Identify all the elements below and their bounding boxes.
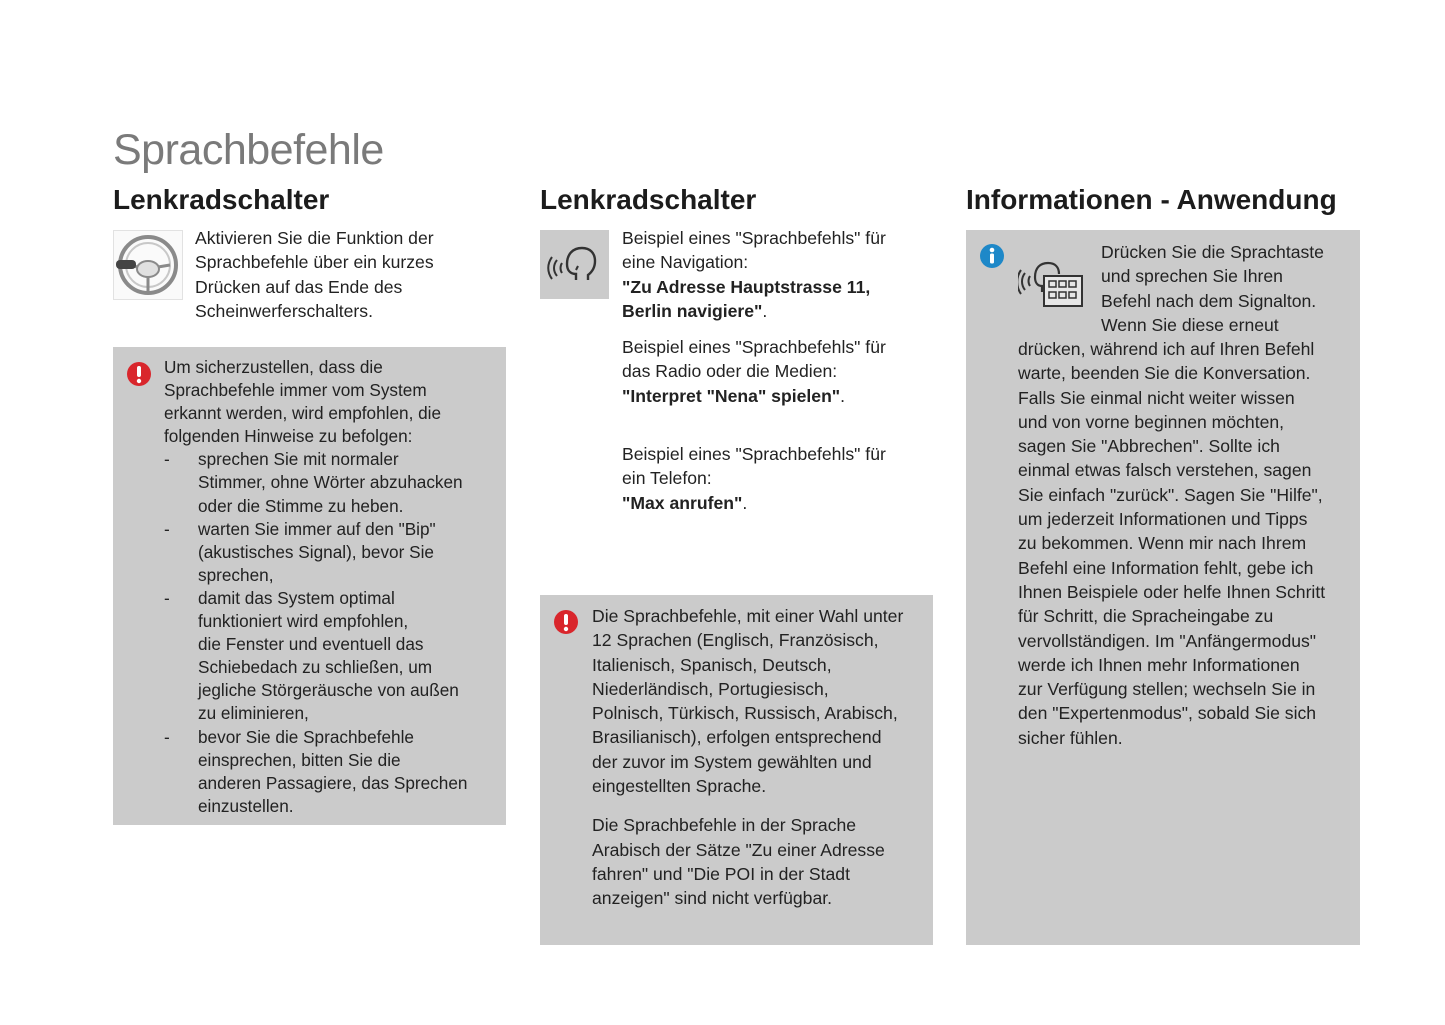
text-line: (akustisches Signal), bevor Sie xyxy=(198,541,434,562)
punctuation: . xyxy=(742,492,748,513)
col1-warning-text xyxy=(164,356,499,818)
col1-warning-panel xyxy=(113,347,506,825)
command-text: "Interpret "Nena" spielen" xyxy=(622,385,841,406)
page-title: Sprachbefehle xyxy=(113,126,384,174)
text-line: Wenn Sie diese erneut xyxy=(1101,314,1279,335)
text-line: einsprechen, bitten Sie die xyxy=(198,749,401,770)
col1-intro xyxy=(195,226,495,323)
text-line: Drücken auf das Ende des xyxy=(195,276,403,297)
text-line: Polnisch, Türkisch, Russisch, Arabisch, xyxy=(592,703,898,724)
text-line: Arabisch der Sätze "Zu einer Adresse xyxy=(592,839,885,860)
list-item xyxy=(164,448,499,517)
text-line: Italienisch, Spanisch, Deutsch, xyxy=(592,654,832,675)
list-item xyxy=(164,518,499,587)
text-line: - sprechen Sie mit normaler xyxy=(198,449,399,470)
info-icon xyxy=(979,243,1005,274)
text-line: sagen Sie "Abbrechen". Sollte ich xyxy=(1018,436,1280,457)
voice-command-icon xyxy=(540,230,609,299)
command-text: "Max anrufen" xyxy=(622,492,743,513)
text-line: zu eliminieren, xyxy=(198,703,309,724)
command-text: Berlin navigiere" xyxy=(622,300,763,321)
steering-wheel-icon xyxy=(113,230,183,300)
command-text: "Zu Adresse Hauptstrasse 11, xyxy=(622,276,871,297)
text-line: vervollständigen. Im "Anfängermodus" xyxy=(1018,630,1317,651)
text-line: einzustellen. xyxy=(198,795,294,816)
text-line: funktioniert wird empfohlen, xyxy=(198,611,409,632)
text-line: sprechen, xyxy=(198,564,274,585)
text-line: Niederländisch, Portugiesisch, xyxy=(592,678,829,699)
text-line: - warten Sie immer auf den "Bip" xyxy=(198,518,436,539)
text-line: erkannt werden, wird empfohlen, die xyxy=(164,403,442,424)
col1-heading: Lenkradschalter xyxy=(113,184,330,215)
text-line: oder die Stimme zu heben. xyxy=(198,495,404,516)
col2-example-phone xyxy=(622,442,927,515)
col2-example-nav xyxy=(622,226,927,323)
text-line: zu bekommen. Wenn mir nach Ihrem xyxy=(1018,533,1307,554)
voice-keypad-icon xyxy=(1018,246,1098,312)
text-line: Beispiel eines "Sprachbefehls" für xyxy=(622,337,886,357)
punctuation: . xyxy=(840,385,846,406)
text-line: eine Navigation: xyxy=(622,252,749,273)
text-line: drücken, während ich auf Ihren Befehl xyxy=(1018,339,1315,359)
text-line: Beispiel eines "Sprachbefehls" für xyxy=(622,228,886,248)
text-line: eingestellten Sprache. xyxy=(592,776,767,797)
col2-warning-text xyxy=(592,604,928,911)
text-line: Ihnen Beispiele oder helfe Ihnen Schritt xyxy=(1018,581,1326,602)
text-line: werde ich Ihnen mehr Informationen xyxy=(1018,654,1300,675)
text-line: Sprachbefehle über ein kurzes xyxy=(195,252,434,273)
text-line: ein Telefon: xyxy=(622,468,712,489)
hint-list xyxy=(164,448,499,818)
text-line: für Schritt, die Spracheingabe zu xyxy=(1018,606,1274,627)
text-line: einmal etwas falsch verstehen, sagen xyxy=(1018,460,1312,481)
warning-icon xyxy=(126,361,152,392)
text-line: um jederzeit Informationen und Tipps xyxy=(1018,509,1308,530)
text-line: Scheinwerferschalters. xyxy=(195,300,373,321)
text-line: - bevor Sie die Sprachbefehle xyxy=(198,726,414,747)
text-line: Stimmer, ohne Wörter abzuhacken xyxy=(198,472,463,493)
text-line: - damit das System optimal xyxy=(198,587,395,608)
list-item xyxy=(164,726,499,818)
text-line: sicher fühlen. xyxy=(1018,727,1123,748)
punctuation: . xyxy=(762,300,768,321)
text-line: zur Verfügung stellen; wechseln Sie in xyxy=(1018,679,1316,700)
text-line: Sprachbefehle immer vom System xyxy=(164,380,427,401)
text-line: die Fenster und eventuell das xyxy=(198,634,424,655)
text-line: Um sicherzustellen, dass die xyxy=(164,357,383,377)
text-line: Schiebedach zu schließen, um xyxy=(198,657,433,678)
list-item xyxy=(164,587,499,726)
text-line: Aktivieren Sie die Funktion der xyxy=(195,228,434,248)
text-line: warte, beenden Sie die Konversation. xyxy=(1018,363,1311,384)
text-line: den "Expertenmodus", sobald Sie sich xyxy=(1018,703,1317,724)
text-line: und von vorne beginnen möchten, xyxy=(1018,411,1285,432)
text-line: anderen Passagiere, das Sprechen xyxy=(198,772,468,793)
text-line: das Radio oder die Medien: xyxy=(622,361,838,382)
col3-info-panel xyxy=(966,230,1360,945)
text-line: 12 Sprachen (Englisch, Französisch, xyxy=(592,630,879,651)
text-line: Brasilianisch), erfolgen entsprechend xyxy=(592,727,882,748)
text-line: und sprechen Sie Ihren xyxy=(1101,266,1283,287)
text-line: Die Sprachbefehle, mit einer Wahl unter xyxy=(592,606,904,626)
warning-icon xyxy=(553,609,579,640)
text-line: folgenden Hinweise zu befolgen: xyxy=(164,426,413,447)
text-line: fahren" und "Die POI in der Stadt xyxy=(592,863,850,884)
col2-example-radio xyxy=(622,335,927,408)
text-line: Befehl nach dem Signalton. xyxy=(1101,290,1317,311)
text-line: Beispiel eines "Sprachbefehls" für xyxy=(622,444,886,464)
col2-heading: Lenkradschalter xyxy=(540,184,757,215)
text-line: Falls Sie einmal nicht weiter wissen xyxy=(1018,387,1295,408)
text-line: Drücken Sie die Sprachtaste xyxy=(1101,242,1324,262)
text-line: jegliche Störgeräusche von außen xyxy=(198,680,459,701)
text-line: der zuvor im System gewählten und xyxy=(592,751,872,772)
text-line: Sie einfach "zurück". Sagen Sie "Hilfe", xyxy=(1018,484,1323,505)
col3-info-top-text xyxy=(1101,240,1351,337)
col3-info-body-text xyxy=(1018,337,1356,750)
col3-heading: Informationen - Anwendung xyxy=(966,184,1337,215)
text-line: Die Sprachbefehle in der Sprache xyxy=(592,815,857,836)
text-line: Befehl eine Information fehlt, gebe ich xyxy=(1018,557,1314,578)
text-line: anzeigen" sind nicht verfügbar. xyxy=(592,888,833,909)
col2-warning-panel xyxy=(540,595,933,945)
